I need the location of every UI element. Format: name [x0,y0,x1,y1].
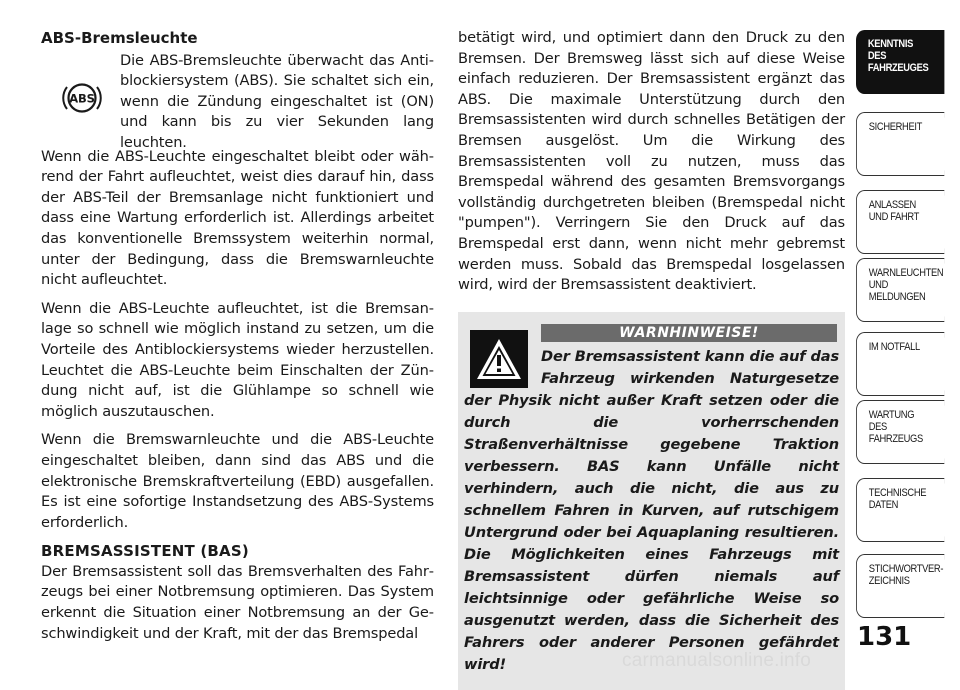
tab-sicherheit[interactable]: SICHERHEIT [856,112,944,176]
paragraph: betätigt wird, und optimiert dann den Druck zu den Bremsen. Der Bremsweg lässt sich auf diese Weise einfach reduzieren. Der Bremsassistent ergänzt das ABS. Die maximale Unterstützung durch den Bremsassistenten wird durch schnelles Betätigen der Bremsen ausgelöst. Um die Wirkung des Bremsassistenten voll zu nutzen, muss das Bremspedal während des gesamten Bremsvorgangs vollständig durchgetreten bleiben (Bremspedal nicht "pumpen"). Verringern Sie den Druck auf das Bremspedal erst dann, wenn nicht mehr gebremst werden muss. Sobald das Bremspedal losgelassen wird, wird der Bremsassistent deaktiviert. [458,29,845,294]
tab-anlassen-und-fahrt[interactable]: ANLASSEN UND FAHRT [856,190,944,254]
paragraph: Der Bremsassistent soll das Bremsverhalten des Fahrzeugs bei einer Notbremsung optimieren. Das System erkennt die Situation einer Notbremsung an der Geschwindigkeit und der Kraft, mit der das Bremspedal [41,562,434,642]
chapter-tabs [856,0,960,678]
tab-stichwortverzeichnis[interactable]: STICHWORTVER- ZEICHNIS [856,554,944,618]
section-heading-bas: BREMSASSISTENT (BAS) [41,542,249,561]
page-number: 131 [857,622,912,652]
warning-box [458,312,845,690]
tab-wartung-des-fahrzeugs[interactable]: WARTUNG DES FAHRZEUGS [856,400,944,464]
watermark: carmanualsonline.info [622,650,812,671]
warning-triangle-icon [470,330,528,388]
tab-im-notfall[interactable]: IM NOTFALL [856,332,944,396]
abs-warning-icon [61,81,103,115]
warning-title: WARNHINWEISE! [541,324,837,342]
paragraph: Wenn die Bremswarnleuchte und die ABS-Leuchte eingeschaltet bleiben, dann sind das ABS und die elektronische Bremskraftverteilung (EBD) ausgefallen. Es ist eine sofortige Instandsetzung des ABS-Systems erforderlich. [41,431,434,531]
tab-warnleuchten-und-meldungen[interactable]: WARNLEUCHTEN UND MELDUNGEN [856,258,944,322]
left-column [41,28,434,652]
right-column [458,28,845,690]
abs-intro-block [41,51,434,151]
abs-icon-label: ABS [69,91,95,106]
abs-intro-text: Die ABS-Bremsleuchte überwacht das Antiblockiersystem (ABS). Sie schaltet sich ein, wenn die Zündung eingeschaltet ist (ON) und kann bis zu vier Sekunden lang leuchten. [120,51,434,151]
tab-technische-daten[interactable]: TECHNISCHE DATEN [856,478,944,542]
warning-body [464,346,839,676]
tab-kenntnis-des-fahrzeuges[interactable]: KENNTNIS DES FAHRZEUGES [856,30,944,94]
paragraph: Wenn die ABS-Leuchte eingeschaltet bleibt oder während der Fahrt aufleuchtet, weist dies darauf hin, dass der ABS-Teil der Bremsanlage nicht funktioniert und dass eine Wartung erforderlich ist. Allerdings arbeitet das konventionelle Bremssystem weiterhin normal, unter der Bedingung, dass die Bremswarnleuchte nicht aufleuchtet. [41,147,434,289]
section-heading-abs: ABS-Bremsleuchte [41,29,198,47]
warning-text: Der Bremsassistent kann die auf das Fahrzeug wirkenden Naturgesetze der Physik nicht außer Kraft setzen oder die durch die vorherrschenden Straßenverhältnisse gegebene Traktion verbessern. BAS kann Unfälle nicht verhindern, auch die nicht, die aus zu schnellem Fahren in Kurven, auf rutschigem Untergrund oder bei Aquaplaning resultieren. Die Möglichkeiten eines Fahrzeugs mit Bremsassistent dürfen niemals auf leichtsinnige oder gefährliche Weise so ausgenutzt werden, dass die Sicherheit des Fahrers oder anderer Personen gefährdet wird! [464,347,839,673]
paragraph: Wenn die ABS-Leuchte aufleuchtet, ist die Bremsanlage so schnell wie möglich instand zu setzen, um die Vorteile des Antiblockiersystems wieder herzustellen. Leuchtet die ABS-Leuchte beim Einschalten der Zündung nicht auf, ist die Glühlampe so schnell wie möglich auszutauschen. [41,299,434,420]
